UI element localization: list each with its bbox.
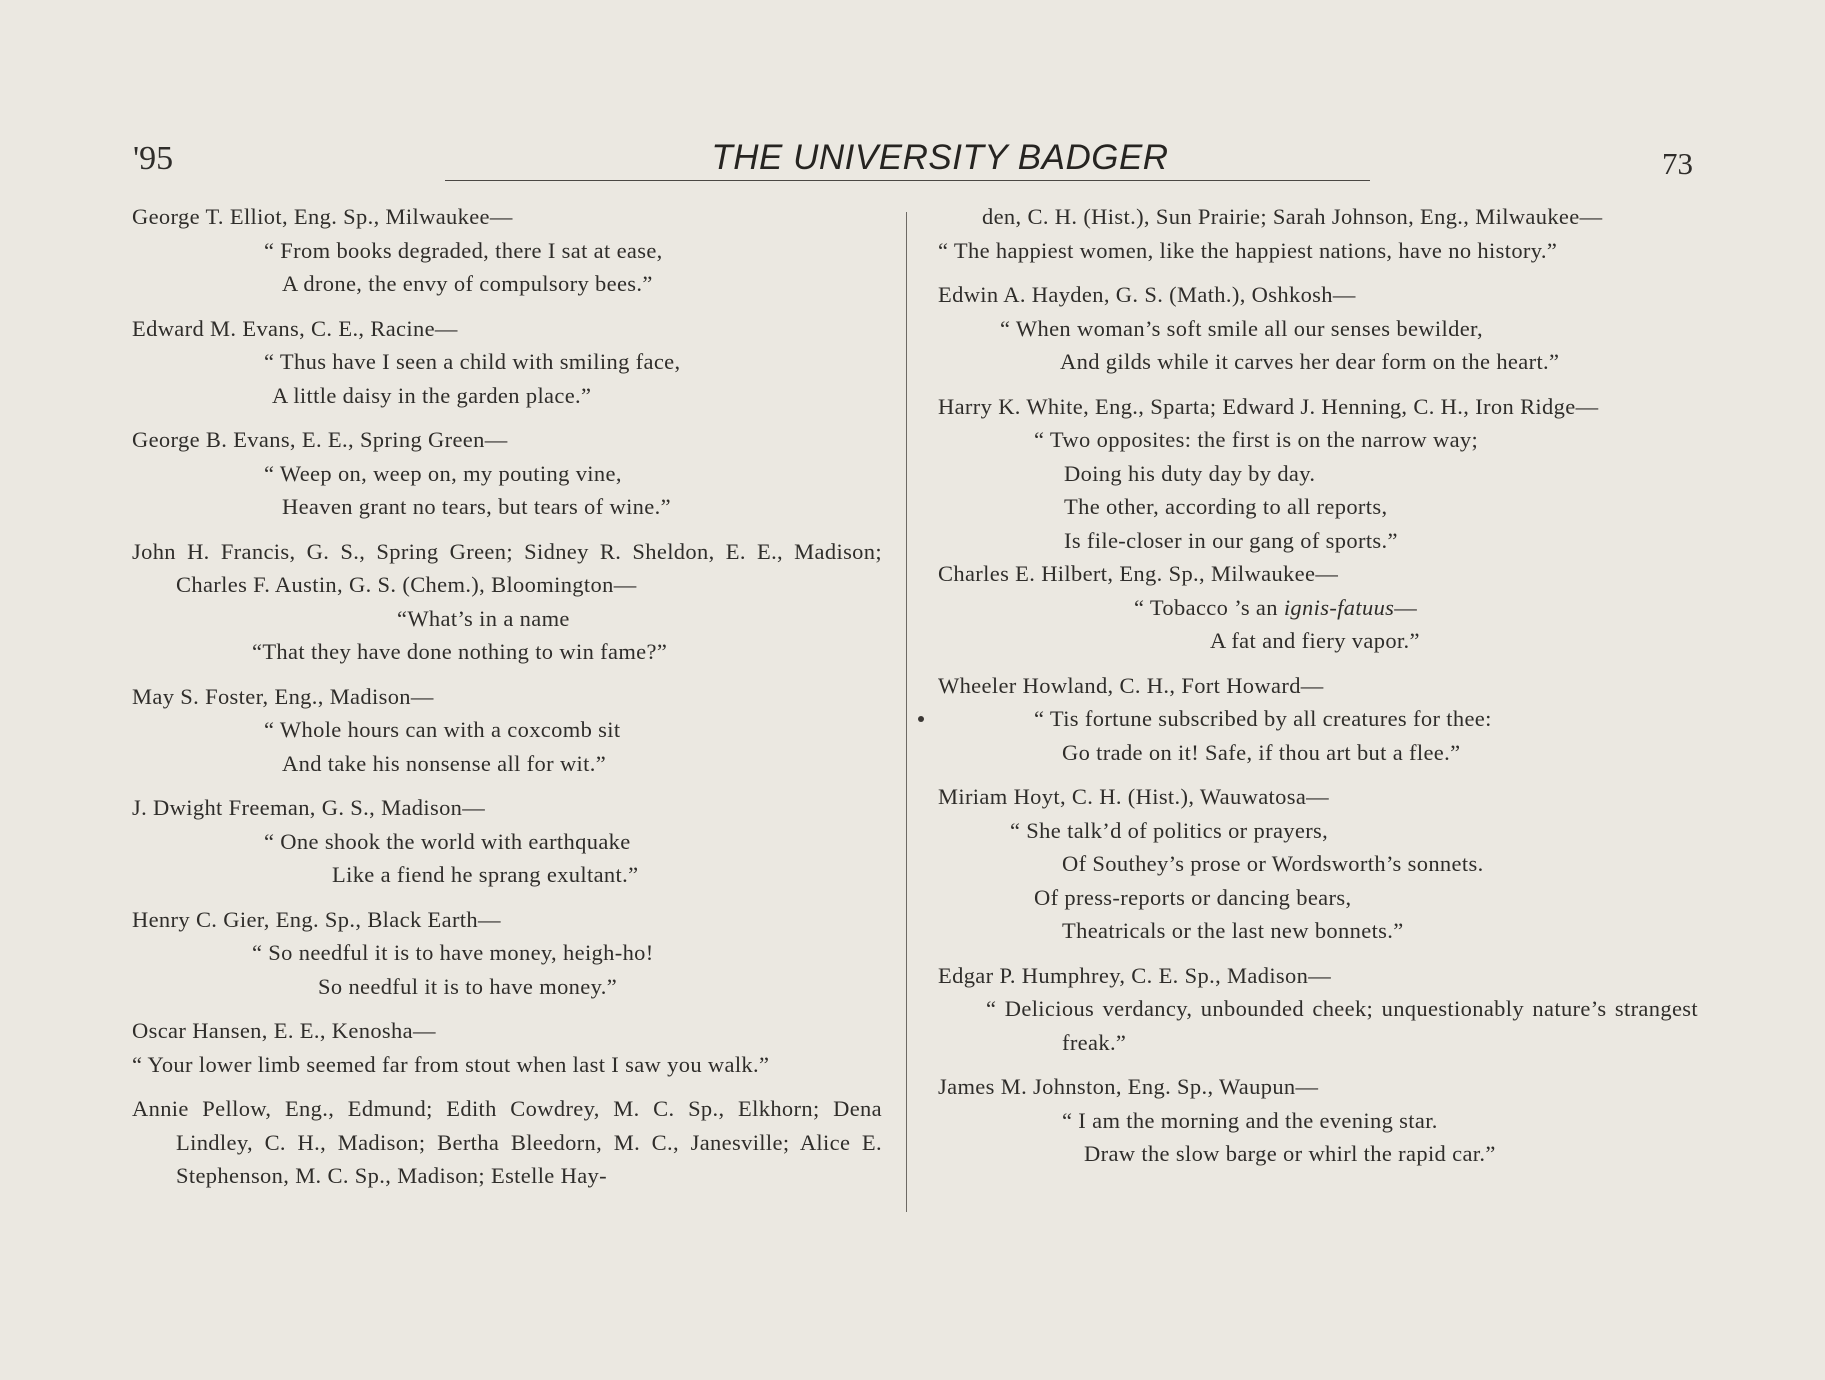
entry-head: Harry K. White, Eng., Sparta; Edward J. Henning, C. H., Iron Ridge—: [938, 393, 1599, 419]
entry-head: James M. Johnston, Eng. Sp., Waupun—: [938, 1074, 1319, 1099]
entry-head: Edwin A. Hayden, G. S. (Math.), Oshkosh—: [938, 282, 1356, 307]
entry: [938, 959, 1698, 1060]
quote-line: “ Tis fortune subscribed by all creatures for thee:: [1034, 706, 1492, 731]
quote-line: “ From books degraded, there I sat at ease,: [264, 237, 663, 263]
quote-line: Go trade on it! Safe, if thou art but a flee.”: [1062, 739, 1461, 765]
quote-line: Is file-closer in our gang of sports.”: [1064, 527, 1398, 553]
quote-line: A fat and fiery vapor.”: [1210, 628, 1420, 653]
entry-head: J. Dwight Freeman, G. S., Madison—: [132, 795, 486, 820]
quote-line: “ Your lower limb seemed far from stout when last I saw you walk.”: [132, 1051, 770, 1077]
entry-head: Wheeler Howland, C. H., Fort Howard—: [938, 672, 1324, 698]
quote-line: “ One shook the world with earthquake: [264, 828, 631, 854]
entry-head: Miriam Hoyt, C. H. (Hist.), Wauwatosa—: [938, 784, 1330, 809]
quote-line: And gilds while it carves her dear form on the heart.”: [1060, 349, 1560, 374]
entry: [938, 278, 1698, 379]
entry-head: Edward M. Evans, C. E., Racine—: [132, 315, 458, 341]
quote-line: “ The happiest women, like the happiest nations, have no history.”: [938, 237, 1558, 263]
entry: [132, 903, 882, 1004]
quote-line: Draw the slow barge or whirl the rapid car.”: [1084, 1141, 1496, 1166]
quote-line: “ Whole hours can with a coxcomb sit: [264, 717, 621, 742]
page-number: 73: [1662, 146, 1693, 181]
entry: [938, 557, 1698, 658]
quote-line: Doing his duty day by day.: [1064, 460, 1316, 486]
column-divider: [906, 212, 907, 1212]
entry: [132, 312, 882, 413]
entry-head: May S. Foster, Eng., Madison—: [132, 683, 434, 709]
quote-line: Of press-reports or dancing bears,: [1034, 884, 1352, 910]
header-rule: [445, 180, 1370, 181]
quote-line: “ When woman’s soft smile all our senses bewilder,: [1000, 315, 1483, 341]
page-header: [0, 0, 1825, 190]
entry: [938, 390, 1698, 558]
quote-line: Theatricals or the last new bonnets.”: [1062, 918, 1404, 943]
quote-line: Like a fiend he sprang exultant.”: [332, 862, 639, 887]
quote-line: “What’s in a name: [397, 605, 570, 631]
quote-italic: ignis-fatuus: [1283, 594, 1395, 620]
entry: [132, 680, 882, 781]
entry-head: George T. Elliot, Eng. Sp., Milwaukee—: [132, 204, 513, 229]
quote-line: Heaven grant no tears, but tears of wine.”: [282, 494, 671, 519]
right-column: [938, 200, 1698, 1171]
entry: [938, 780, 1698, 948]
ink-dot: [918, 716, 924, 722]
entry: [938, 1070, 1698, 1171]
quote-line: “ Weep on, weep on, my pouting vine,: [264, 460, 622, 486]
quote-line: [938, 591, 1698, 625]
entry-head: Charles E. Hilbert, Eng. Sp., Milwaukee—: [938, 561, 1339, 586]
entry-head: Edgar P. Humphrey, C. E. Sp., Madison—: [938, 962, 1332, 988]
quote-line: Of Southey’s prose or Wordsworth’s sonnets.: [1062, 851, 1484, 876]
entry-head: Henry C. Gier, Eng. Sp., Black Earth—: [132, 906, 501, 932]
quote-line: A drone, the envy of compulsory bees.”: [282, 271, 653, 296]
quote-line: “That they have done nothing to win fame?”: [252, 639, 668, 664]
quote-text: —: [1394, 594, 1418, 620]
quote-line: So needful it is to have money.”: [318, 973, 618, 999]
entry: [132, 1014, 882, 1081]
quote-text: “ Tobacco ’s an: [1134, 594, 1284, 620]
quote-line: “ Two opposites: the first is on the narrow way;: [1034, 427, 1479, 452]
quote-line: The other, according to all reports,: [1064, 494, 1388, 519]
entry: [938, 200, 1698, 267]
quote-line: “ Thus have I seen a child with smiling face,: [264, 349, 681, 374]
entry-head: Oscar Hansen, E. E., Kenosha—: [132, 1018, 436, 1043]
entry-head: John H. Francis, G. S., Spring Green; Sidney R. Sheldon, E. E., Madison; Charles F. Austin, G. S. (Chem.), Bloomington—: [132, 538, 882, 597]
quote-line: A little daisy in the garden place.”: [272, 382, 592, 408]
entry: [132, 1092, 882, 1193]
entry: [132, 535, 882, 669]
quote-line: “ I am the morning and the evening star.: [1062, 1107, 1438, 1133]
quote-line: “ So needful it is to have money, heigh-ho!: [252, 940, 654, 965]
quote-line: “ She talk’d of politics or prayers,: [1010, 817, 1329, 843]
entry: [938, 669, 1698, 770]
volume-year: '95: [133, 140, 174, 177]
quote-line: “ Delicious verdancy, unbounded cheek; unquestionably nature’s strangest freak.”: [986, 996, 1698, 1055]
entry-head: den, C. H. (Hist.), Sun Prairie; Sarah Johnson, Eng., Milwaukee—: [982, 204, 1603, 229]
entry: [132, 791, 882, 892]
entry: [132, 200, 882, 301]
left-column: [132, 200, 882, 1193]
entry-head: George B. Evans, E. E., Spring Green—: [132, 427, 508, 452]
entry: [132, 423, 882, 524]
page-title: THE UNIVERSITY BADGER: [711, 138, 1169, 177]
quote-line: And take his nonsense all for wit.”: [282, 750, 607, 776]
entry-head: Annie Pellow, Eng., Edmund; Edith Cowdrey, M. C. Sp., Elkhorn; Dena Lindley, C. H., Madison; Bertha Bleedorn, M. C., Janesville; Alice E. Stephenson, M. C. Sp., Madison; Estelle Hay-: [132, 1096, 882, 1188]
